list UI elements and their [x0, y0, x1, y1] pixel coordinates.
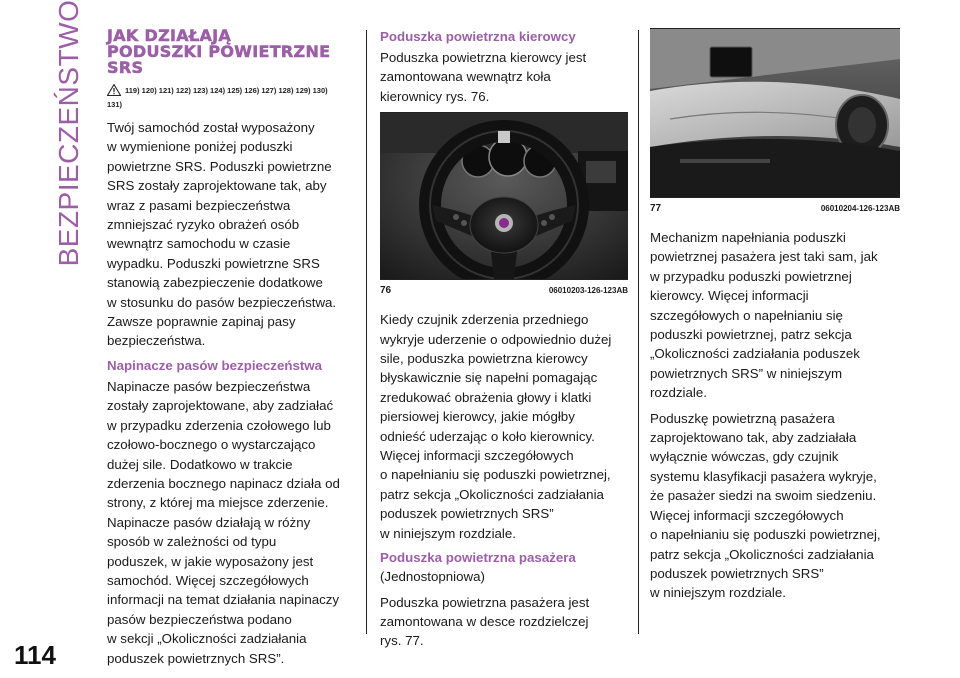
text-line: dużej sile. Dodatkowo w trakcie	[107, 456, 293, 472]
driver-airbag-intro	[380, 48, 628, 106]
main-heading	[107, 28, 357, 76]
text-line: wewnątrz samochodu w czasie	[107, 236, 291, 252]
warning-reference-list	[125, 84, 328, 98]
main-heading-line: PODUSZKI POWIETRZNE	[107, 42, 331, 61]
text-line: systemu klasyfikacji pasażera wykryje,	[650, 468, 877, 484]
warning-references	[107, 84, 357, 98]
text-line: powietrznej pasażera jest taki sam, jak	[650, 249, 878, 265]
text-line: Mechanizm napełniania poduszki	[650, 230, 846, 245]
text-line: pasów bezpieczeństwa podano	[107, 611, 292, 627]
warning-reference-line: 119) 120) 121) 122) 123) 124) 125) 126) 127) 128) 129) 130)	[125, 86, 328, 95]
section-side-title	[52, 0, 86, 267]
text-line: powietrzne SRS. Poduszki powietrzne	[107, 158, 332, 174]
text-line: w sekcji „Okoliczności zadziałania	[107, 631, 307, 647]
text-line: Poduszkę powietrzną pasażera	[650, 410, 835, 426]
text-line: wykryje uderzenie o odpowiednio dużej	[380, 331, 612, 347]
text-line: informacji na temat działania napinaczy	[107, 592, 340, 608]
figure-76	[380, 112, 628, 296]
text-line: zamontowana w desce rozdzielczej	[380, 613, 589, 629]
text-line: Kiedy czujnik zderzenia przedniego	[380, 312, 589, 328]
text-line: powietrznych SRS” w niniejszym	[650, 365, 843, 381]
text-line: błyskawicznie się napełni pomagając	[380, 370, 598, 386]
pretensioners-paragraph	[107, 377, 357, 668]
text-line: czołowo-bocznego o wystarczająco	[107, 437, 316, 453]
text-line: Poduszka powietrzna kierowcy jest	[380, 50, 587, 65]
figure-bottom-rule	[650, 197, 900, 198]
text-line: wraz z pasami bezpieczeństwa	[107, 197, 291, 213]
text-line: że pasażer siedzi na swoim siedzeniu.	[650, 488, 877, 504]
text-line: Zawsze poprawnie zapinaj pasy	[107, 314, 296, 330]
figure-caption	[380, 284, 628, 296]
section-heading-pretensioners: Napinacze pasów bezpieczeństwa	[107, 357, 323, 373]
text-line: bezpieczeństwa.	[107, 333, 206, 349]
passenger-mechanism-paragraph	[650, 228, 900, 403]
text-line: wypadku. Poduszki powietrzne SRS	[107, 255, 320, 271]
text-line: Napinacze pasów bezpieczeństwa	[107, 378, 311, 394]
passenger-classification-paragraph	[650, 409, 900, 603]
passenger-airbag-intro	[380, 593, 628, 651]
text-line: w niniejszym rozdziale.	[650, 585, 786, 601]
text-line: w przypadku zderzenia czołowego lub	[107, 417, 331, 433]
intro-paragraph	[107, 118, 357, 351]
steering-wheel-photo	[380, 113, 628, 279]
text-line: zaprojektowano tak, aby zadziałała	[650, 430, 857, 446]
main-heading-line: JAK DZIAŁAJĄ	[107, 26, 232, 45]
text-line: zostały zaprojektowane, aby zadziałać	[107, 398, 334, 414]
passenger-airbag-subtitle: (Jednostopniowa)	[380, 569, 485, 585]
text-line: odnieść uderzając o koło kierownicy.	[380, 428, 595, 444]
text-line: poduszek, w jakie wyposażony jest	[107, 553, 314, 569]
text-line: o napełnianiu się poduszki powietrznej,	[380, 467, 611, 483]
figure-caption	[650, 202, 900, 214]
passenger-dashboard-photo	[650, 29, 900, 197]
text-line: szczegółowych o napełnianiu się	[650, 307, 843, 323]
text-line: sile, poduszka powietrzna kierowcy	[380, 351, 588, 367]
page-number: 114	[14, 640, 56, 670]
column-2	[380, 28, 628, 657]
column-1	[107, 28, 357, 674]
text-line: w przypadku poduszki powietrznej	[650, 268, 852, 284]
main-heading-line: SRS	[107, 58, 144, 77]
text-line: zderzenia bocznego napinacz działa od	[107, 475, 340, 491]
text-line: rozdziale.	[650, 385, 707, 401]
column-3	[650, 28, 900, 609]
text-line: Poduszka powietrzna pasażera jest	[380, 594, 590, 610]
text-line: Więcej informacji szczegółowych	[380, 448, 574, 464]
text-line: kierownicy rys. 76.	[380, 88, 490, 104]
text-line: piersiowej kierowcy, jakie mógłby	[380, 409, 575, 425]
figure-number: 76	[380, 285, 392, 297]
text-line: o napełnianiu się poduszki powietrznej,	[650, 527, 881, 543]
text-line: sposób w zależności od typu	[107, 534, 277, 550]
column-divider-right	[638, 30, 639, 634]
text-line: poduszek powietrznych SRS”.	[107, 650, 285, 666]
text-line: poduszek powietrznych SRS”	[650, 565, 824, 581]
text-line: zredukować obrażenia głowy i klatki	[380, 389, 592, 405]
warning-reference-line: 131)	[107, 100, 123, 109]
text-line: „Okoliczności zadziałania poduszek	[650, 346, 860, 362]
text-line: kierowcy. Więcej informacji	[650, 288, 809, 304]
section-heading-driver-airbag: Poduszka powietrzna kierowcy	[380, 29, 576, 44]
column-divider-left	[366, 30, 367, 634]
text-line: poduszki powietrznej, patrz sekcja	[650, 327, 852, 343]
text-line: stanowią zabezpieczenie dodatkowe	[107, 275, 323, 291]
text-line: w niniejszym rozdziale.	[380, 525, 516, 541]
driver-airbag-paragraph	[380, 310, 628, 543]
text-line: patrz sekcja „Okoliczności zadziałania	[380, 486, 604, 502]
text-line: Twój samochód został wyposażony	[107, 120, 315, 135]
figure-bottom-rule	[380, 279, 628, 280]
text-line: zmniejszać ryzyko obrażeń osób	[107, 217, 300, 233]
figure-number: 77	[650, 203, 662, 214]
text-line: Więcej informacji szczegółowych	[650, 507, 844, 523]
figure-code: 06010203-126-123AB	[548, 286, 628, 296]
warning-triangle-icon	[107, 84, 121, 96]
text-line: strony, z której ma miejsce zderzenie.	[107, 495, 329, 511]
text-line: w stosunku do pasów bezpieczeństwa.	[107, 294, 337, 310]
figure-code: 06010204-126-123AB	[820, 204, 900, 213]
text-line: samochód. Więcej szczegółowych	[107, 572, 309, 588]
text-line: SRS zostały zaprojektowane tak, aby	[107, 178, 327, 194]
text-line: Napinacze pasów działają w różny	[107, 514, 311, 530]
section-heading-passenger-airbag: Poduszka powietrzna pasażera	[380, 550, 576, 566]
text-line: zamontowana wewnątrz koła	[380, 69, 551, 85]
text-line: rys. 77.	[380, 633, 424, 649]
section-side-title-text: BEZPIECZEŃSTWO	[53, 0, 84, 267]
figure-77	[650, 28, 900, 214]
text-line: poduszek powietrznych SRS”	[380, 506, 554, 522]
text-line: wyłącznie wówczas, gdy czujnik	[650, 449, 839, 465]
text-line: w wymienione poniżej poduszki	[107, 139, 293, 155]
text-line: patrz sekcja „Okoliczności zadziałania	[650, 546, 874, 562]
